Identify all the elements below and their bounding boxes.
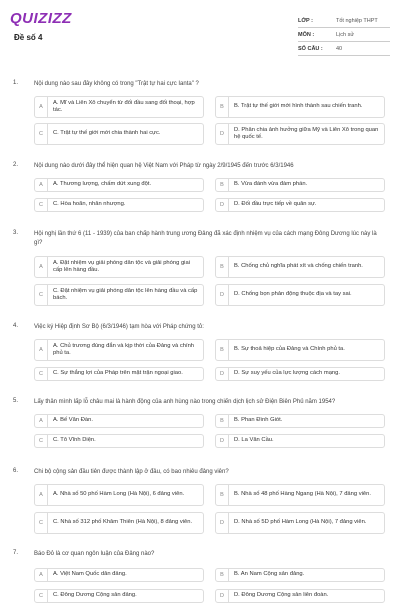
option-letter: B — [216, 415, 229, 427]
question-number: 2. — [13, 162, 19, 168]
option-text: C. Sự thắng lợi của Pháp trên mặt trận ngoại giao. — [53, 370, 183, 377]
option-text: D. Đông Dương Cộng sản liên đoàn. — [234, 592, 329, 599]
option-text: C. Hòa hoãn, nhân nhượng. — [53, 201, 126, 208]
question-number: 4. — [13, 323, 19, 329]
option-text: B. Chống chủ nghĩa phát xít và chống chiến tranh. — [234, 263, 363, 270]
option-text: D. Phân chia ảnh hưởng giữa Mỹ và Liên Xô trong quan hệ quốc tế. — [234, 126, 379, 140]
option-b[interactable] — [215, 414, 385, 428]
option-a[interactable] — [34, 339, 204, 361]
option-text: A. Việt Nam Quốc dân đảng. — [53, 571, 127, 578]
option-text: C. Trật tự thế giới mới chia thành hai cực. — [53, 130, 161, 137]
option-letter: D — [216, 285, 229, 305]
option-letter: B — [216, 340, 229, 360]
option-letter: C — [35, 124, 48, 144]
option-a[interactable] — [34, 414, 204, 428]
question-text: Chi bộ cộng sản đầu tiên được thành lập ở đâu, có bao nhiêu đảng viên? — [34, 469, 229, 475]
meta-value: Lịch sử — [336, 31, 355, 38]
question-text: Nội dung nào sau đây không có trong "Trật tự hai cực Ianta" ? — [34, 81, 199, 87]
option-d[interactable] — [215, 284, 385, 306]
option-letter: B — [216, 97, 229, 117]
option-b[interactable] — [215, 96, 385, 118]
option-d[interactable] — [215, 512, 385, 534]
option-letter: A — [35, 569, 48, 581]
worksheet-header — [0, 0, 400, 62]
option-c[interactable] — [34, 434, 204, 448]
option-a[interactable] — [34, 96, 204, 118]
option-c[interactable] — [34, 367, 204, 381]
exam-meta-table — [298, 14, 390, 56]
meta-row-subject — [298, 28, 390, 42]
exam-title: Đề số 4 — [14, 33, 43, 42]
option-letter: B — [216, 485, 229, 505]
option-text: D. Sự suy yếu của lực lượng cách mạng. — [234, 370, 340, 377]
option-letter: D — [216, 368, 229, 380]
option-letter: A — [35, 485, 48, 505]
option-letter: D — [216, 124, 229, 144]
meta-value: 40 — [336, 45, 343, 52]
option-letter: D — [216, 513, 229, 533]
question-text: Việc ký Hiệp định Sơ Bộ (6/3/1946) tạm hòa với Pháp chứng tỏ: — [34, 324, 204, 330]
option-b[interactable] — [215, 178, 385, 192]
option-b[interactable] — [215, 256, 385, 278]
option-text: B. Sự thoả hiệp của Đảng và Chính phủ ta. — [234, 346, 345, 353]
quizizz-logo: QUIZIZZ — [10, 10, 72, 27]
meta-value: Tốt nghiệp THPT — [336, 17, 378, 24]
option-letter: C — [35, 513, 48, 533]
option-letter: A — [35, 97, 48, 117]
option-d[interactable] — [215, 367, 385, 381]
option-letter: C — [35, 435, 48, 447]
question-number: 3. — [13, 230, 19, 236]
option-d[interactable] — [215, 123, 385, 145]
option-letter: C — [35, 199, 48, 211]
question-number: 6. — [13, 468, 19, 474]
option-text: A. Thương lượng, chấm dứt xung đột. — [53, 181, 152, 188]
option-a[interactable] — [34, 256, 204, 278]
question-number: 5. — [13, 398, 19, 404]
option-letter: C — [35, 368, 48, 380]
option-text: A. Nhà số 50 phố Hàm Long (Hà Nội), 6 đảng viên. — [53, 491, 185, 498]
option-a[interactable] — [34, 484, 204, 506]
option-letter: D — [216, 435, 229, 447]
option-d[interactable] — [215, 198, 385, 212]
question-text: Lấy thân mình lấp lỗ châu mai là hành động của anh hùng nào trong chiến dịch lịch sử Điện Biên Phủ năm 1954? — [34, 399, 336, 405]
option-text: A. Mĩ và Liên Xô chuyển từ đối đầu sang đối thoại, hợp tác. — [53, 99, 195, 113]
option-text: A. Đặt nhiệm vụ giải phóng dân tộc và giải phóng giai cấp lên hàng đầu. — [53, 259, 190, 273]
question-number: 1. — [13, 80, 19, 86]
option-a[interactable] — [34, 178, 204, 192]
option-c[interactable] — [34, 123, 204, 145]
option-d[interactable] — [215, 434, 385, 448]
option-d[interactable] — [215, 589, 385, 603]
option-a[interactable] — [34, 568, 204, 582]
option-c[interactable] — [34, 589, 204, 603]
meta-row-class — [298, 14, 390, 28]
meta-row-count — [298, 42, 390, 56]
option-text: A. Bế Văn Đàn. — [53, 417, 93, 424]
question-text: Nội dung nào dưới đây thể hiện quan hệ Việt Nam với Pháp từ ngày 2/9/1945 đến trước 6/3/1946 — [34, 163, 294, 169]
meta-key: LỚP : — [298, 17, 313, 24]
option-text: C. Đông Dương Cộng sản đảng. — [53, 592, 137, 599]
option-text: B. An Nam Cộng sản đảng. — [234, 571, 305, 578]
option-text: B. Nhà số 48 phố Hàng Ngang (Hà Nội), 7 đảng viên. — [234, 491, 371, 498]
option-b[interactable] — [215, 339, 385, 361]
option-c[interactable] — [34, 198, 204, 212]
option-letter: B — [216, 569, 229, 581]
option-text: C. Nhà số 312 phố Khâm Thiên (Hà Nội), 8 đảng viên. — [53, 519, 193, 526]
option-letter: C — [35, 590, 48, 602]
option-letter: A — [35, 340, 48, 360]
option-text: D. Đối đầu trực tiếp về quân sự. — [234, 201, 317, 208]
option-text: A. Chủ trương đúng đắn và kịp thời của Đảng và chính phủ ta. — [53, 342, 195, 356]
option-letter: D — [216, 199, 229, 211]
option-letter: B — [216, 179, 229, 191]
option-letter: C — [35, 285, 48, 305]
meta-key: MÔN : — [298, 31, 315, 38]
option-text: D. Chống bọn phản động thuộc địa và tay sai. — [234, 291, 352, 298]
option-text: B. Vừa đánh vừa đàm phán. — [234, 181, 308, 188]
meta-key: SỐ CÂU : — [298, 45, 323, 52]
option-text: B. Phan Đình Giót. — [234, 417, 283, 424]
option-b[interactable] — [215, 568, 385, 582]
option-letter: A — [35, 257, 48, 277]
option-b[interactable] — [215, 484, 385, 506]
option-c[interactable] — [34, 512, 204, 534]
option-letter: D — [216, 590, 229, 602]
option-letter: A — [35, 415, 48, 427]
option-letter: A — [35, 179, 48, 191]
option-text: D. La Văn Cầu. — [234, 437, 274, 444]
question-text: Báo Đỏ là cơ quan ngôn luận của Đảng nào? — [34, 551, 155, 557]
option-text: D. Nhà số 5D phố Hàm Long (Hà Nội), 7 đảng viên. — [234, 519, 367, 526]
option-text: B. Trật tự thế giới mới hình thành sau chiến tranh. — [234, 103, 363, 110]
option-text: C. Đặt nhiệm vụ giải phóng dân tộc lên hàng đầu và cấp bách. — [53, 287, 198, 301]
option-c[interactable] — [34, 284, 204, 306]
question-text: Hội nghị lần thứ 6 (11 - 1939) của ban chấp hành trung ương Đảng đã xác định nhiệm vụ của cách mạng Đông Dương lúc này là gì? — [34, 231, 377, 246]
option-letter: B — [216, 257, 229, 277]
option-text: C. Tô Vĩnh Diện. — [53, 437, 96, 444]
question-number: 7. — [13, 550, 19, 556]
